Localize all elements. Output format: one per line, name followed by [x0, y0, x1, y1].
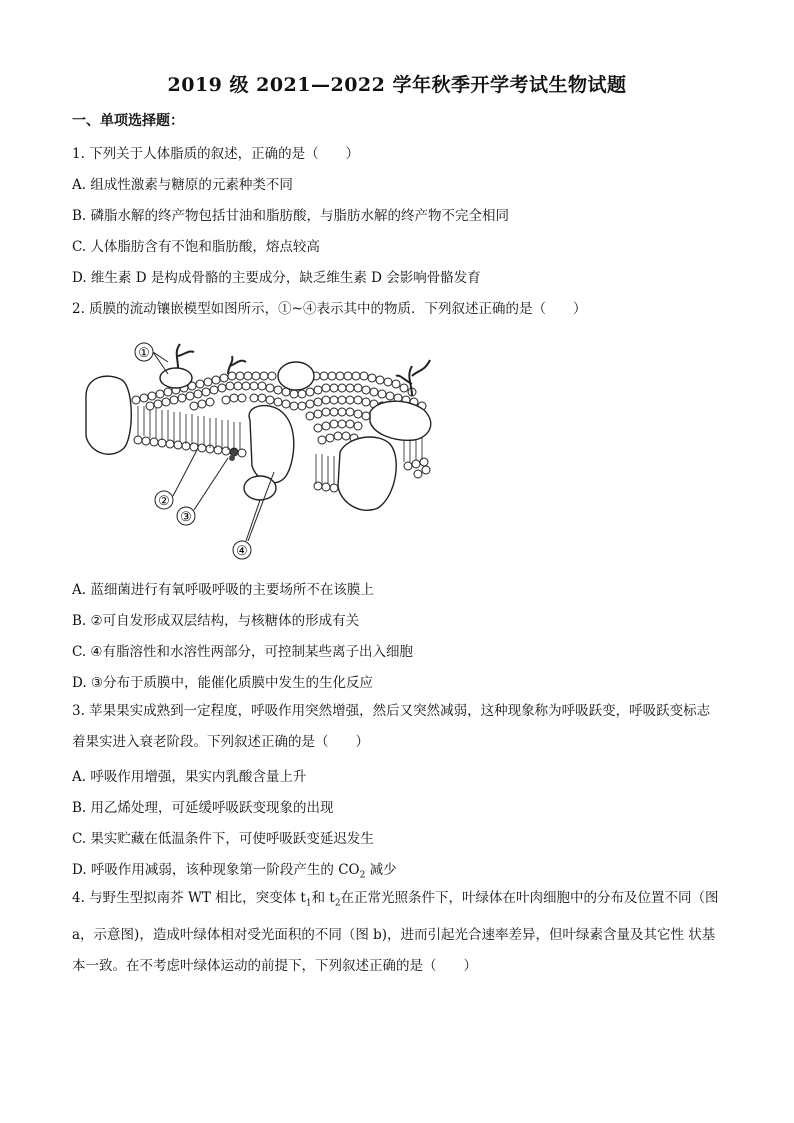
q2-stem: 2. 质膜的流动镶嵌模型如图所示，①~④表示其中的物质．下列叙述正确的是（ ） — [72, 301, 587, 317]
q3-option-c: C. 果实贮藏在低温条件下，可使呼吸跃变延迟发生 — [72, 831, 374, 847]
q3-stem: 3. 苹果果实成熟到一定程度，呼吸作用突然增强，然后又突然减弱，这种现象称为呼吸跃变，呼吸跃变标志着果实进入衰老阶段。下列叙述正确的是（ ） — [72, 703, 711, 750]
page-title: 2019 级 2021—2022 学年秋季开学考试生物试题 — [167, 74, 627, 96]
q1-option-b: B. 磷脂水解的终产物包括甘油和脂肪酸，与脂肪水解的终产物不完全相同 — [72, 208, 510, 224]
top-protein — [278, 362, 314, 390]
q1-option-a: A. 组成性激素与糖原的元素种类不同 — [72, 177, 293, 193]
label-3: ③ — [180, 509, 192, 524]
membrane-diagram — [78, 336, 448, 564]
q2-option-c: C. ④有脂溶性和水溶性两部分，可控制某些离子出入细胞 — [72, 644, 414, 660]
glyco-left — [177, 344, 194, 368]
glyco-mid — [228, 356, 246, 374]
q3-option-a: A. 呼吸作用增强，果实内乳酸含量上升 — [72, 769, 307, 785]
lower-cholesterol — [229, 455, 235, 461]
q1-stem: 1. 下列关于人体脂质的叙述，正确的是（ ） — [72, 146, 360, 162]
section-heading: 一、单项选择题： — [72, 113, 184, 129]
left-protein — [86, 376, 131, 454]
q4-stem: 4. 与野生型拟南芥 WT 相比，突变体 $t_1$和 $t_2$在正常光照条件下，叶绿体在叶肉细胞中的分布及位置不同（图 a，示意图)，造成叶绿体相对受光面积的不同（图 b)，进而引起光合速率差异，但叶绿素含量及其它性 状基本一致。在不考虑叶绿体运动的前提下，下列叙述正确的是（ ） — [72, 890, 719, 974]
label-2: ② — [158, 493, 170, 508]
q2-option-d: D. ③分布于质膜中，能催化质膜中发生的生化反应 — [72, 675, 374, 691]
q1-option-c: C. 人体脂肪含有不饱和脂肪酸，熔点较高 — [72, 239, 320, 255]
q1-option-d: D. 维生素 D 是构成骨骼的主要成分，缺乏维生素 D 会影响骨骼发育 — [72, 270, 481, 286]
q2-option-a: A. 蓝细菌进行有氧呼吸呼吸的主要场所不在该膜上 — [72, 582, 374, 598]
center-protein — [249, 406, 294, 483]
label-1: ① — [138, 345, 150, 360]
q2-option-b: B. ②可自发形成双层结构，与核糖体的形成有关 — [72, 613, 360, 629]
glycoprotein-base — [160, 368, 192, 388]
q3-option-b: B. 用乙烯处理，可延缓呼吸跃变现象的出现 — [72, 800, 334, 816]
right-protein — [338, 437, 396, 510]
label-4: ④ — [236, 543, 248, 558]
q3-option-d: D. 呼吸作用减弱，该种现象第一阶段产生的 $CO_2$ 减少 — [72, 862, 397, 881]
